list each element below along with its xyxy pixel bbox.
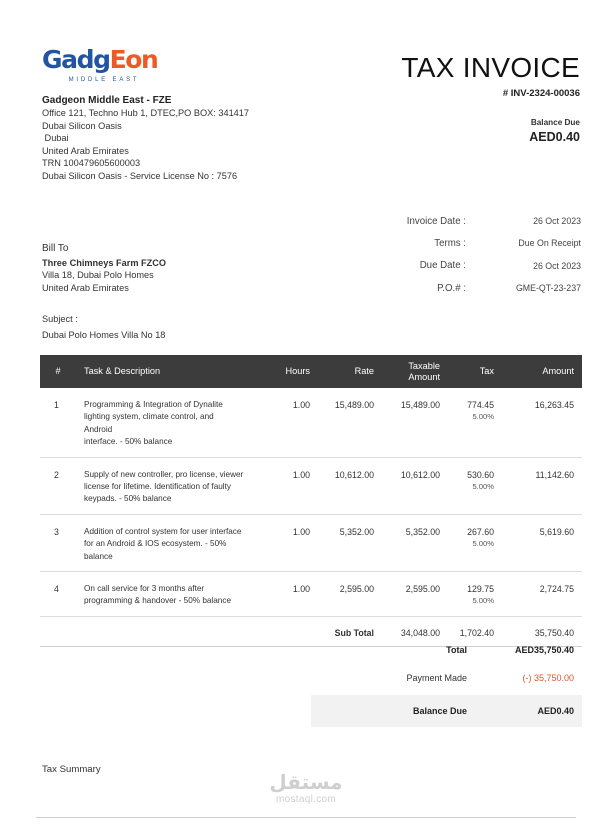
watermark-latin: mostaql.com [276, 794, 336, 805]
watermark [268, 770, 344, 805]
subtotal-tax: 1,702.40 [448, 616, 506, 646]
meta-label: Due Date : [419, 260, 466, 272]
row-hours: 1.00 [276, 457, 318, 514]
payment-made-label: Payment Made [406, 673, 467, 683]
row-rate: 5,352.00 [318, 514, 382, 571]
total-label: Total [446, 645, 467, 655]
table-row [40, 514, 582, 571]
description-line: On call service for 3 months after [84, 584, 205, 594]
row-number: 1 [40, 388, 76, 457]
description-line: Programming & Integration of Dynalite [84, 400, 223, 409]
subtotal-amount: 35,750.40 [506, 616, 582, 646]
org-address-line: Office 121, Techno Hub 1, DTEC,PO BOX: 341417 [42, 108, 250, 118]
total-value: AED35,750.40 [514, 645, 574, 655]
watermark-arabic: مستقل [269, 770, 343, 794]
table-row [40, 388, 582, 457]
balance-due-value: AED0.40 [529, 130, 580, 144]
organization-address [42, 94, 249, 183]
meta-value: GME-QT-23-237 [515, 283, 581, 294]
description-line: balance [84, 551, 113, 561]
bill-to-label: Bill To [42, 243, 69, 254]
description-line: Supply of new controller, pro license, viewer [84, 469, 244, 479]
description-line: for an Android & IOS ecosystem. - 50% [84, 539, 227, 549]
row-hours: 1.00 [276, 514, 318, 571]
logo-part-gadg: Gadg [42, 45, 110, 74]
col-header-tax: Tax [479, 366, 494, 376]
row-number: 4 [40, 572, 76, 617]
balance-due-total-value: AED0.40 [537, 706, 574, 716]
tax-amount: 129.75 [467, 584, 494, 595]
row-tax [448, 572, 506, 617]
row-hours: 1.00 [276, 388, 318, 457]
row-tax [448, 457, 506, 514]
row-number: 2 [40, 457, 76, 514]
org-license: Dubai Silicon Oasis - Service License No : 7576 [42, 170, 238, 181]
line-items-table [40, 355, 582, 647]
meta-terms [380, 232, 582, 254]
row-description [76, 388, 276, 457]
balance-due-row [311, 695, 582, 727]
subtotal-label: Sub Total [318, 616, 382, 646]
org-address-line: United Arab Emirates [42, 145, 129, 156]
col-header-hours: Hours [285, 366, 310, 376]
tax-percent: 5.00% [472, 482, 494, 492]
tax-summary-heading: Tax Summary [42, 764, 101, 775]
description-line: interface. - 50% balance [84, 437, 173, 447]
row-description [76, 572, 276, 617]
col-header-description: Task & Description [84, 366, 161, 376]
subject [42, 311, 165, 343]
description-line: keypads. - 50% balance [84, 494, 172, 504]
payment-made-value: (-) 35,750.00 [522, 673, 574, 683]
subject-value: Dubai Polo Homes Villa No 18 [42, 330, 166, 340]
meta-label: Terms : [434, 237, 466, 249]
meta-value: 26 Oct 2023 [533, 216, 581, 227]
row-number: 3 [40, 514, 76, 571]
payment-made-row [311, 664, 582, 692]
footer-divider [36, 817, 576, 818]
row-tax [448, 388, 506, 457]
org-address-line: Dubai Silicon Oasis [42, 120, 122, 131]
bill-to-name: Three Chimneys Farm FZCO [42, 257, 167, 268]
taxable-header-line: Amount [408, 371, 440, 382]
meta-po-number [380, 277, 582, 299]
col-header-number: # [55, 366, 61, 376]
table-row [40, 572, 582, 617]
subtotal-spacer [40, 616, 76, 646]
row-taxable: 5,352.00 [382, 514, 448, 571]
org-trn: TRN 100479605600003 [42, 158, 141, 169]
tax-amount: 530.60 [467, 469, 494, 480]
document-title: TAX INVOICE [401, 52, 580, 83]
row-taxable: 2,595.00 [382, 572, 448, 617]
col-header-rate: Rate [354, 366, 374, 376]
description-line: lighting system, climate control, and [84, 412, 214, 422]
tax-amount: 774.45 [467, 400, 494, 410]
total-row [311, 636, 582, 664]
balance-due-total-label: Balance Due [412, 706, 467, 716]
organization-name: Gadgeon Middle East - FZE [42, 95, 172, 106]
bill-to [42, 243, 166, 294]
tax-amount: 267.60 [467, 526, 494, 537]
meta-invoice-date [380, 210, 582, 232]
row-taxable: 15,489.00 [382, 388, 448, 457]
table-row [40, 457, 582, 514]
meta-label: Invoice Date : [406, 215, 466, 227]
bill-to-address-line: United Arab Emirates [42, 282, 129, 293]
row-hours: 1.00 [276, 572, 318, 617]
subtotal-spacer [76, 616, 276, 646]
logo-tagline: MIDDLE EAST [68, 77, 140, 83]
tax-percent: 5.00% [472, 412, 494, 422]
logo-wordmark [42, 46, 158, 74]
tax-percent: 5.00% [472, 539, 494, 549]
subtotal-taxable: 34,048.00 [382, 616, 448, 646]
row-tax [448, 514, 506, 571]
taxable-header-line: Taxable [408, 360, 440, 371]
table-header-row [40, 355, 582, 388]
totals-block [311, 636, 582, 727]
meta-value: Due On Receipt [518, 238, 581, 249]
invoice-number: # INV-2324-00036 [502, 88, 580, 99]
subject-label: Subject : [42, 314, 78, 324]
col-header-amount: Amount [542, 366, 574, 376]
meta-due-date [380, 255, 582, 277]
row-rate: 10,612.00 [318, 457, 382, 514]
description-line: Android [84, 424, 113, 434]
row-taxable: 10,612.00 [382, 457, 448, 514]
row-description [76, 514, 276, 571]
row-amount: 11,142.60 [506, 457, 582, 514]
row-amount: 16,263.45 [506, 388, 582, 457]
meta-label: P.O.# : [437, 282, 466, 294]
company-logo [42, 46, 158, 83]
bill-to-address-line: Villa 18, Dubai Polo Homes [42, 270, 154, 281]
description-line: license for lifetime. Identification of faulty [84, 482, 231, 492]
tax-percent: 5.00% [472, 596, 494, 606]
balance-due-label: Balance Due [530, 118, 580, 127]
org-address-line: Dubai [42, 133, 69, 144]
description-line: Addition of control system for user interface [84, 526, 242, 536]
row-amount: 5,619.60 [506, 514, 582, 571]
description-line: programming & handover - 50% balance [84, 596, 232, 606]
row-rate: 2,595.00 [318, 572, 382, 617]
row-amount: 2,724.75 [506, 572, 582, 617]
invoice-meta [380, 210, 582, 299]
row-rate: 15,489.00 [318, 388, 382, 457]
logo-part-eon: Eon [109, 45, 158, 74]
meta-value: 26 Oct 2023 [533, 260, 581, 271]
col-header-taxable-amount [382, 355, 448, 388]
row-description [76, 457, 276, 514]
